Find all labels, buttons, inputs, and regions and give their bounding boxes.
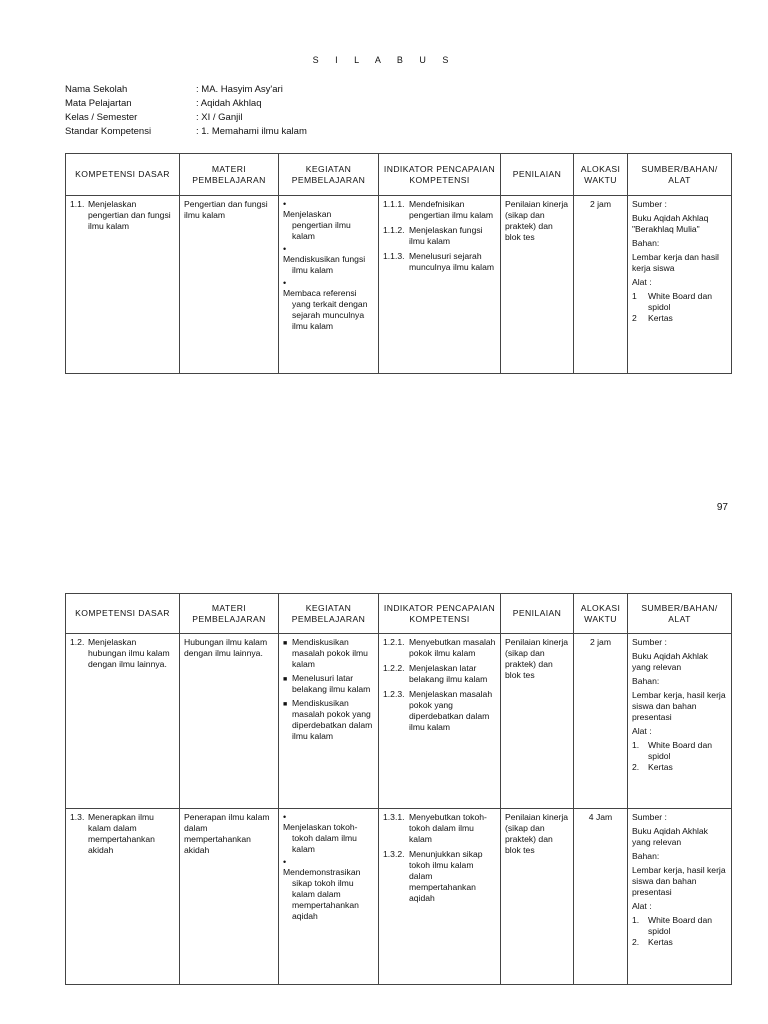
sumber-text: Buku Aqidah Akhlaq "Berakhlaq Mulia"	[632, 213, 709, 234]
info-row-class	[65, 111, 307, 125]
cell-penilaian: Penilaian kinerja (sikap dan praktek) dan blok tes	[501, 809, 574, 985]
indicator-number: 1.2.3.	[383, 689, 405, 699]
sumber-text: Buku Aqidah Akhlak yang relevan	[632, 651, 708, 672]
kd-text: Menjelaskan pengertian dan fungsi ilmu kalam	[88, 199, 171, 231]
alat-label: Alat :	[632, 726, 652, 736]
cell-kegiatan	[279, 809, 379, 985]
kd-text: Menerapkan ilmu kalam dalam mempertahankan akidah	[88, 812, 155, 855]
kd-text: Menjelaskan hubungan ilmu kalam dengan ilmu lainnya.	[88, 637, 170, 669]
activity-text: Membaca referensi yang terkait dengan sejarah munculnya ilmu kalam	[283, 288, 368, 331]
indicator-number: 1.3.2.	[383, 849, 405, 859]
alat-label: Alat :	[632, 901, 652, 911]
table-header-row	[66, 154, 732, 196]
alat-number: 2.	[632, 762, 640, 772]
indicator-text: Mendefnisikan pengertian ilmu kalam	[409, 199, 494, 220]
bahan-label: Bahan:	[632, 238, 660, 248]
info-label: Standar Kompetensi	[65, 126, 152, 137]
sumber-label: Sumber :	[632, 812, 667, 822]
alat-number: 2	[632, 313, 637, 323]
alat-text: White Board dan spidol	[648, 915, 713, 936]
cell-penilaian: Penilaian kinerja (sikap dan praktek) dan blok tes	[501, 196, 574, 374]
info-value: : XI / Ganjil	[196, 112, 243, 123]
header-kompetensi-dasar: KOMPETENSI DASAR	[66, 594, 180, 634]
kd-number: 1.1.	[70, 199, 85, 209]
bahan-text: Lembar kerja, hasil kerja siswa dan bahan presentasi	[632, 865, 726, 897]
cell-indikator	[379, 809, 501, 985]
indicator-number: 1.2.1.	[383, 637, 405, 647]
indicator-number: 1.3.1.	[383, 812, 405, 822]
bahan-label: Bahan:	[632, 676, 660, 686]
table-row	[66, 196, 732, 374]
header-alokasi: ALOKASI WAKTU	[574, 154, 628, 196]
header-sumber: SUMBER/BAHAN/ ALAT	[628, 154, 732, 196]
bahan-label: Bahan:	[632, 851, 660, 861]
indicator-text: Menjelaskan masalah pokok yang diperdebatkan dalam ilmu kalam	[409, 689, 493, 732]
activity-text: Mendemonstrasikan sikap tokoh ilmu kalam dalam mempertahankan aqidah	[283, 867, 361, 921]
header-kompetensi-dasar: KOMPETENSI DASAR	[66, 154, 180, 196]
header-kegiatan: KEGIATAN PEMBELAJARAN	[279, 154, 379, 196]
alat-text: Kertas	[648, 937, 673, 947]
alat-text: Kertas	[648, 313, 673, 323]
activity-text: Mendiskusikan masalah pokok yang diperdebatkan dalam ilmu kalam	[292, 698, 373, 741]
cell-kompetensi-dasar	[66, 196, 180, 374]
header-indikator: INDIKATOR PENCAPAIAN KOMPETENSI	[379, 154, 501, 196]
cell-sumber	[628, 634, 732, 809]
info-label: Nama Sekolah	[65, 84, 128, 95]
header-penilaian: PENILAIAN	[501, 594, 574, 634]
indicator-number: 1.2.2.	[383, 663, 405, 673]
sumber-text: Buku Aqidah Akhlak yang relevan	[632, 826, 708, 847]
cell-materi: Hubungan ilmu kalam dengan ilmu lainnya.	[180, 634, 279, 809]
cell-kompetensi-dasar	[66, 634, 180, 809]
indicator-number: 1.1.2.	[383, 225, 405, 235]
header-materi: MATERI PEMBELAJARAN	[180, 154, 279, 196]
cell-penilaian: Penilaian kinerja (sikap dan praktek) dan blok tes	[501, 634, 574, 809]
table-header-row	[66, 594, 732, 634]
alat-text: White Board dan spidol	[648, 740, 713, 761]
sumber-label: Sumber :	[632, 637, 667, 647]
cell-sumber	[628, 809, 732, 985]
info-row-standard	[65, 125, 307, 139]
square-bullet-icon: ■	[283, 701, 288, 708]
bullet-icon: •	[283, 857, 287, 867]
cell-sumber	[628, 196, 732, 374]
header-indikator: INDIKATOR PENCAPAIAN KOMPETENSI	[379, 594, 501, 634]
cell-kegiatan	[279, 634, 379, 809]
bullet-icon: •	[283, 244, 287, 254]
info-value: : MA. Hasyim Asy'ari	[196, 84, 283, 95]
activity-text: Mendiskusikan masalah pokok ilmu kalam	[292, 637, 368, 669]
cell-kegiatan	[279, 196, 379, 374]
indicator-text: Menelusuri sejarah munculnya ilmu kalam	[409, 251, 495, 272]
indicator-text: Menyebutkan tokoh-tokoh dalam ilmu kalam	[409, 812, 487, 844]
header-info	[65, 83, 307, 139]
cell-indikator	[379, 634, 501, 809]
cell-alokasi: 2 jam	[574, 634, 628, 809]
activity-text: Mendiskusikan fungsi ilmu kalam	[283, 254, 366, 275]
activity-text: Menelusuri latar belakang ilmu kalam	[292, 673, 371, 694]
indicator-number: 1.1.1.	[383, 199, 405, 209]
square-bullet-icon: ■	[283, 640, 288, 647]
bullet-icon: •	[283, 199, 287, 209]
info-value: : 1. Memahami ilmu kalam	[196, 126, 307, 137]
alat-text: White Board dan spidol	[648, 291, 713, 312]
header-alokasi: ALOKASI WAKTU	[574, 594, 628, 634]
kd-number: 1.3.	[70, 812, 85, 822]
cell-indikator	[379, 196, 501, 374]
alat-number: 1.	[632, 915, 640, 925]
cell-materi: Pengertian dan fungsi ilmu kalam	[180, 196, 279, 374]
header-penilaian: PENILAIAN	[501, 154, 574, 196]
alat-number: 1	[632, 291, 637, 301]
page-number: 97	[716, 502, 728, 513]
kd-number: 1.2.	[70, 637, 85, 647]
header-kegiatan: KEGIATAN PEMBELAJARAN	[279, 594, 379, 634]
square-bullet-icon: ■	[283, 676, 288, 683]
alat-number: 1.	[632, 740, 640, 750]
alat-number: 2.	[632, 937, 640, 947]
info-value: : Aqidah Akhlaq	[196, 98, 262, 109]
activity-text: Menjelaskan tokoh-tokoh dalam ilmu kalam	[283, 822, 358, 854]
bullet-icon: •	[283, 812, 287, 822]
alat-text: Kertas	[648, 762, 673, 772]
indicator-text: Menunjukkan sikap tokoh ilmu kalam dalam mempertahankan aqidah	[409, 849, 483, 903]
info-row-school	[65, 83, 307, 97]
header-sumber: SUMBER/BAHAN/ ALAT	[628, 594, 732, 634]
activity-text: Menjelaskan pengertian ilmu kalam	[283, 209, 351, 241]
cell-alokasi: 2 jam	[574, 196, 628, 374]
indicator-text: Menjelaskan latar belakang ilmu kalam	[409, 663, 488, 684]
info-row-subject	[65, 97, 307, 111]
indicator-number: 1.1.3.	[383, 251, 405, 261]
document-title: S I L A B U S	[312, 55, 456, 65]
table-row	[66, 634, 732, 809]
indicator-text: Menjelaskan fungsi ilmu kalam	[409, 225, 483, 246]
indicator-text: Menyebutkan masalah pokok ilmu kalam	[409, 637, 496, 658]
cell-kompetensi-dasar	[66, 809, 180, 985]
info-label: Kelas / Semester	[65, 112, 138, 123]
bullet-icon: •	[283, 278, 287, 288]
info-label: Mata Pelajartan	[65, 98, 132, 109]
cell-alokasi: 4 Jam	[574, 809, 628, 985]
header-materi: MATERI PEMBELAJARAN	[180, 594, 279, 634]
syllabus-table-1	[65, 153, 732, 374]
syllabus-table-2	[65, 593, 732, 985]
alat-label: Alat :	[632, 277, 652, 287]
sumber-label: Sumber :	[632, 199, 667, 209]
bahan-text: Lembar kerja, hasil kerja siswa dan bahan presentasi	[632, 690, 726, 722]
table-row	[66, 809, 732, 985]
cell-materi: Penerapan ilmu kalam dalam mempertahankan akidah	[180, 809, 279, 985]
bahan-text: Lembar kerja dan hasil kerja siswa	[632, 252, 719, 273]
